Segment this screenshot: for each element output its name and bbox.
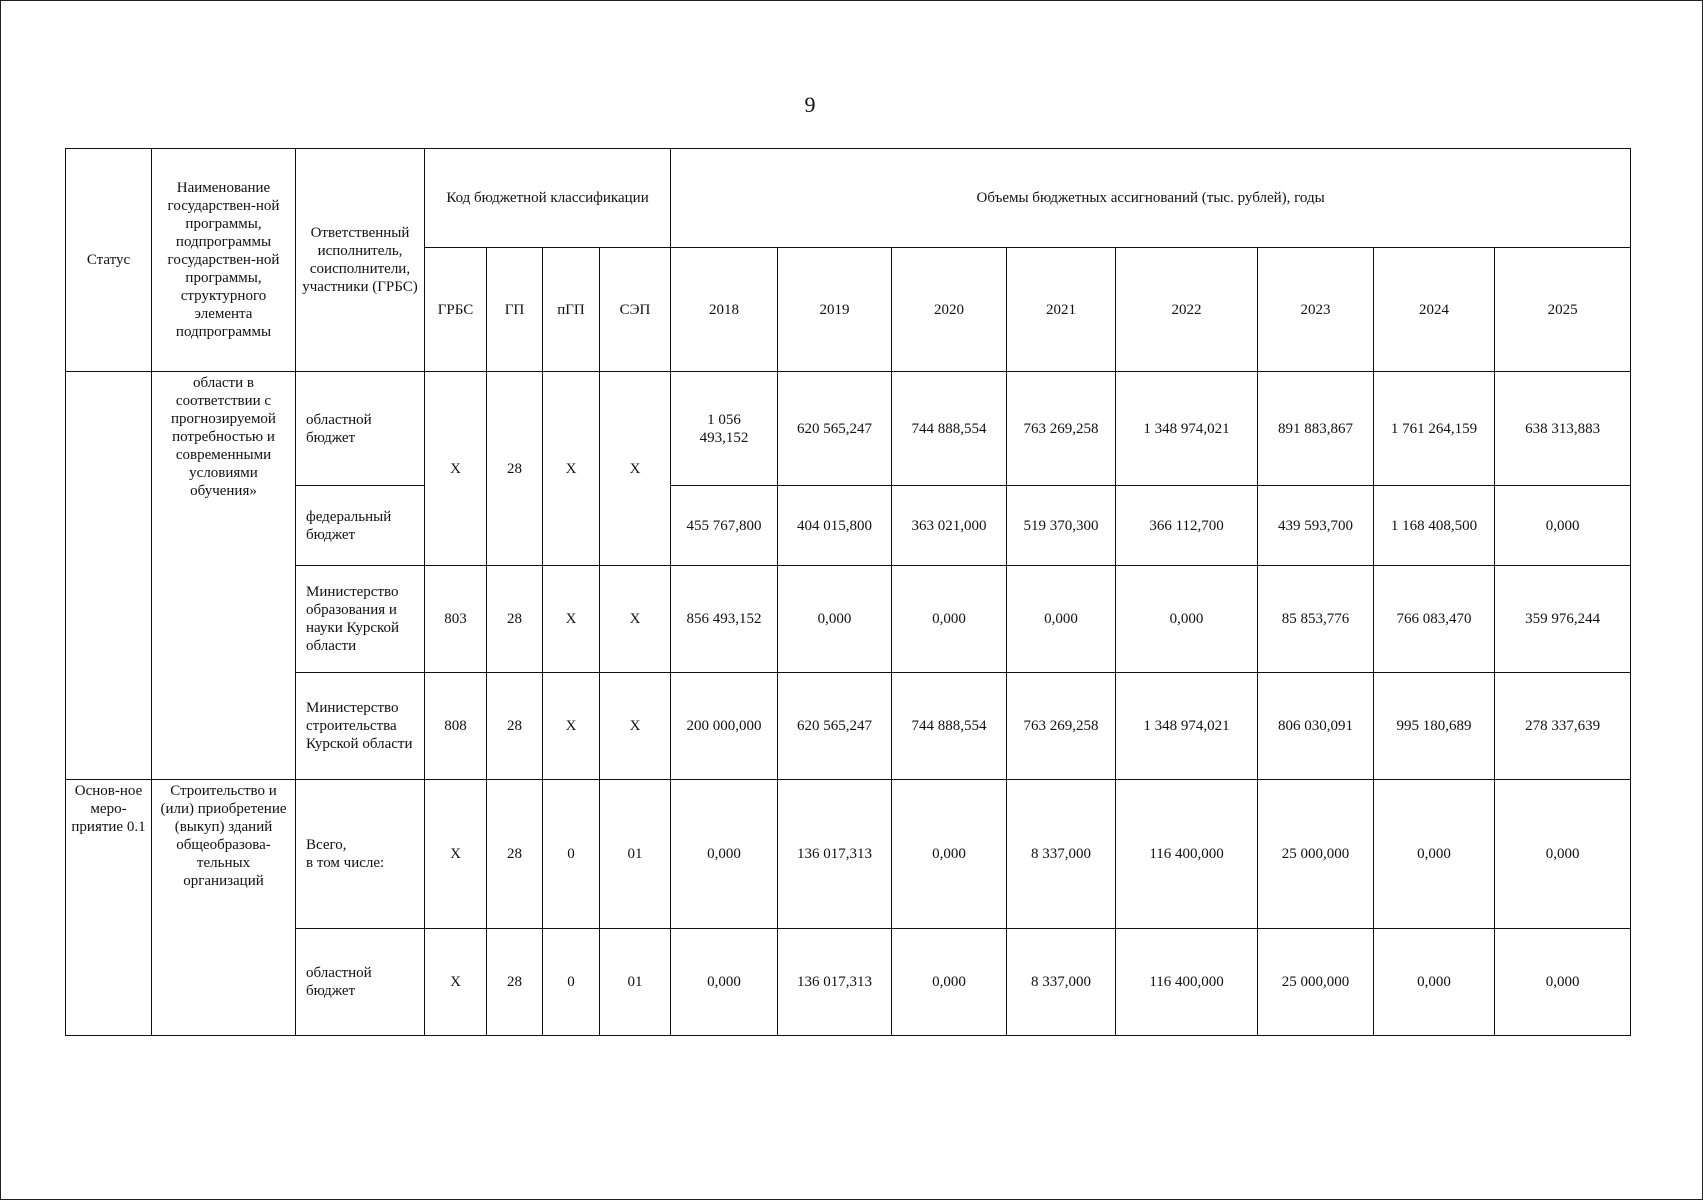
executor-cell: Министерство образования и науки Курской области — [296, 566, 425, 673]
value-2020: 363 021,000 — [892, 486, 1007, 566]
table-row — [66, 566, 1631, 673]
header-year: 2020 — [892, 248, 1007, 372]
grbs-cell: Х — [425, 780, 487, 929]
value-2020: 744 888,554 — [892, 372, 1007, 486]
gp-cell: 28 — [487, 929, 543, 1036]
value-2019: 0,000 — [778, 566, 892, 673]
sep-cell: Х — [600, 566, 671, 673]
grbs-cell: Х — [425, 929, 487, 1036]
value-2022: 1 348 974,021 — [1116, 372, 1258, 486]
value-2024: 1 168 408,500 — [1374, 486, 1495, 566]
executor-cell — [296, 780, 425, 929]
budget-table — [65, 148, 1631, 1036]
grbs-cell: Х — [425, 372, 487, 566]
value-2024: 0,000 — [1374, 780, 1495, 929]
header-year: 2025 — [1495, 248, 1631, 372]
status-cell: Основ-ное меро-приятие 0.1 — [66, 780, 152, 1036]
pgp-cell: 0 — [543, 780, 600, 929]
value-2020: 0,000 — [892, 929, 1007, 1036]
value-2020: 0,000 — [892, 780, 1007, 929]
value-2025: 638 313,883 — [1495, 372, 1631, 486]
value-2022: 366 112,700 — [1116, 486, 1258, 566]
value-2022: 1 348 974,021 — [1116, 673, 1258, 780]
executor-line: в том числе: — [306, 855, 385, 871]
value-2023: 891 883,867 — [1258, 372, 1374, 486]
value-2018: 1 056 493,152 — [671, 372, 778, 486]
value-2024: 766 083,470 — [1374, 566, 1495, 673]
header-row-1 — [66, 149, 1631, 248]
sep-cell: Х — [600, 673, 671, 780]
value-2022: 116 400,000 — [1116, 929, 1258, 1036]
executor-cell: областной бюджет — [296, 929, 425, 1036]
header-pgp: пГП — [543, 248, 600, 372]
value-2025: 278 337,639 — [1495, 673, 1631, 780]
header-gp: ГП — [487, 248, 543, 372]
value-2024: 1 761 264,159 — [1374, 372, 1495, 486]
executor-cell: областной бюджет — [296, 372, 425, 486]
value-2021: 763 269,258 — [1007, 673, 1116, 780]
value-2021: 8 337,000 — [1007, 929, 1116, 1036]
value-2019: 404 015,800 — [778, 486, 892, 566]
grbs-cell: 803 — [425, 566, 487, 673]
value-2023: 25 000,000 — [1258, 929, 1374, 1036]
gp-cell: 28 — [487, 566, 543, 673]
pgp-cell: Х — [543, 566, 600, 673]
gp-cell: 28 — [487, 780, 543, 929]
table-row — [66, 372, 1631, 486]
value-2018: 856 493,152 — [671, 566, 778, 673]
value-2024: 995 180,689 — [1374, 673, 1495, 780]
executor-cell: федеральный бюджет — [296, 486, 425, 566]
table-row — [66, 780, 1631, 929]
value-2020: 744 888,554 — [892, 673, 1007, 780]
grbs-cell: 808 — [425, 673, 487, 780]
value-2023: 806 030,091 — [1258, 673, 1374, 780]
value-2021: 0,000 — [1007, 566, 1116, 673]
value-2018: 0,000 — [671, 929, 778, 1036]
name-cell: области в соответствии с прогнозируемой потребностью и современными условиями обучения» — [152, 372, 296, 780]
pgp-cell: Х — [543, 673, 600, 780]
header-year: 2024 — [1374, 248, 1495, 372]
header-sep: СЭП — [600, 248, 671, 372]
pgp-cell: 0 — [543, 929, 600, 1036]
page-number: 9 — [804, 92, 816, 117]
value-2019: 136 017,313 — [778, 780, 892, 929]
value-2024: 0,000 — [1374, 929, 1495, 1036]
header-name: Наименование государствен-ной программы, подпрограммы государствен-ной программы, структурного элемента подпрограммы — [152, 149, 296, 372]
header-year: 2019 — [778, 248, 892, 372]
value-2018: 200 000,000 — [671, 673, 778, 780]
executor-line: Всего, — [306, 837, 347, 853]
value-2021: 763 269,258 — [1007, 372, 1116, 486]
header-status: Статус — [66, 149, 152, 372]
value-2018: 0,000 — [671, 780, 778, 929]
executor-cell: Министерство строительства Курской области — [296, 673, 425, 780]
gp-cell: 28 — [487, 372, 543, 566]
header-year: 2022 — [1116, 248, 1258, 372]
table-row — [66, 673, 1631, 780]
header-year: 2021 — [1007, 248, 1116, 372]
value-2022: 116 400,000 — [1116, 780, 1258, 929]
value-2023: 85 853,776 — [1258, 566, 1374, 673]
sep-cell: 01 — [600, 780, 671, 929]
sep-cell: 01 — [600, 929, 671, 1036]
header-grbs: ГРБС — [425, 248, 487, 372]
header-code-group: Код бюджетной классификации — [425, 149, 671, 248]
header-year: 2018 — [671, 248, 778, 372]
pgp-cell: Х — [543, 372, 600, 566]
header-year: 2023 — [1258, 248, 1374, 372]
value-2025: 0,000 — [1495, 486, 1631, 566]
value-2019: 136 017,313 — [778, 929, 892, 1036]
value-2025: 0,000 — [1495, 929, 1631, 1036]
value-2018: 455 767,800 — [671, 486, 778, 566]
value-2023: 25 000,000 — [1258, 780, 1374, 929]
value-2025: 0,000 — [1495, 780, 1631, 929]
status-cell — [66, 372, 152, 780]
value-2021: 519 370,300 — [1007, 486, 1116, 566]
header-volume-group: Объемы бюджетных ассигнований (тыс. рублей), годы — [671, 149, 1631, 248]
table-row — [66, 486, 1631, 566]
value-2019: 620 565,247 — [778, 673, 892, 780]
table-row — [66, 929, 1631, 1036]
header-executor: Ответственный исполнитель, соисполнители, участники (ГРБС) — [296, 149, 425, 372]
value-2023: 439 593,700 — [1258, 486, 1374, 566]
value-2019: 620 565,247 — [778, 372, 892, 486]
value-2022: 0,000 — [1116, 566, 1258, 673]
gp-cell: 28 — [487, 673, 543, 780]
sep-cell: Х — [600, 372, 671, 566]
name-cell: Строительство и (или) приобретение (выкуп) зданий общеобразова-тельных организаций — [152, 780, 296, 1036]
value-2020: 0,000 — [892, 566, 1007, 673]
value-2025: 359 976,244 — [1495, 566, 1631, 673]
value-2021: 8 337,000 — [1007, 780, 1116, 929]
